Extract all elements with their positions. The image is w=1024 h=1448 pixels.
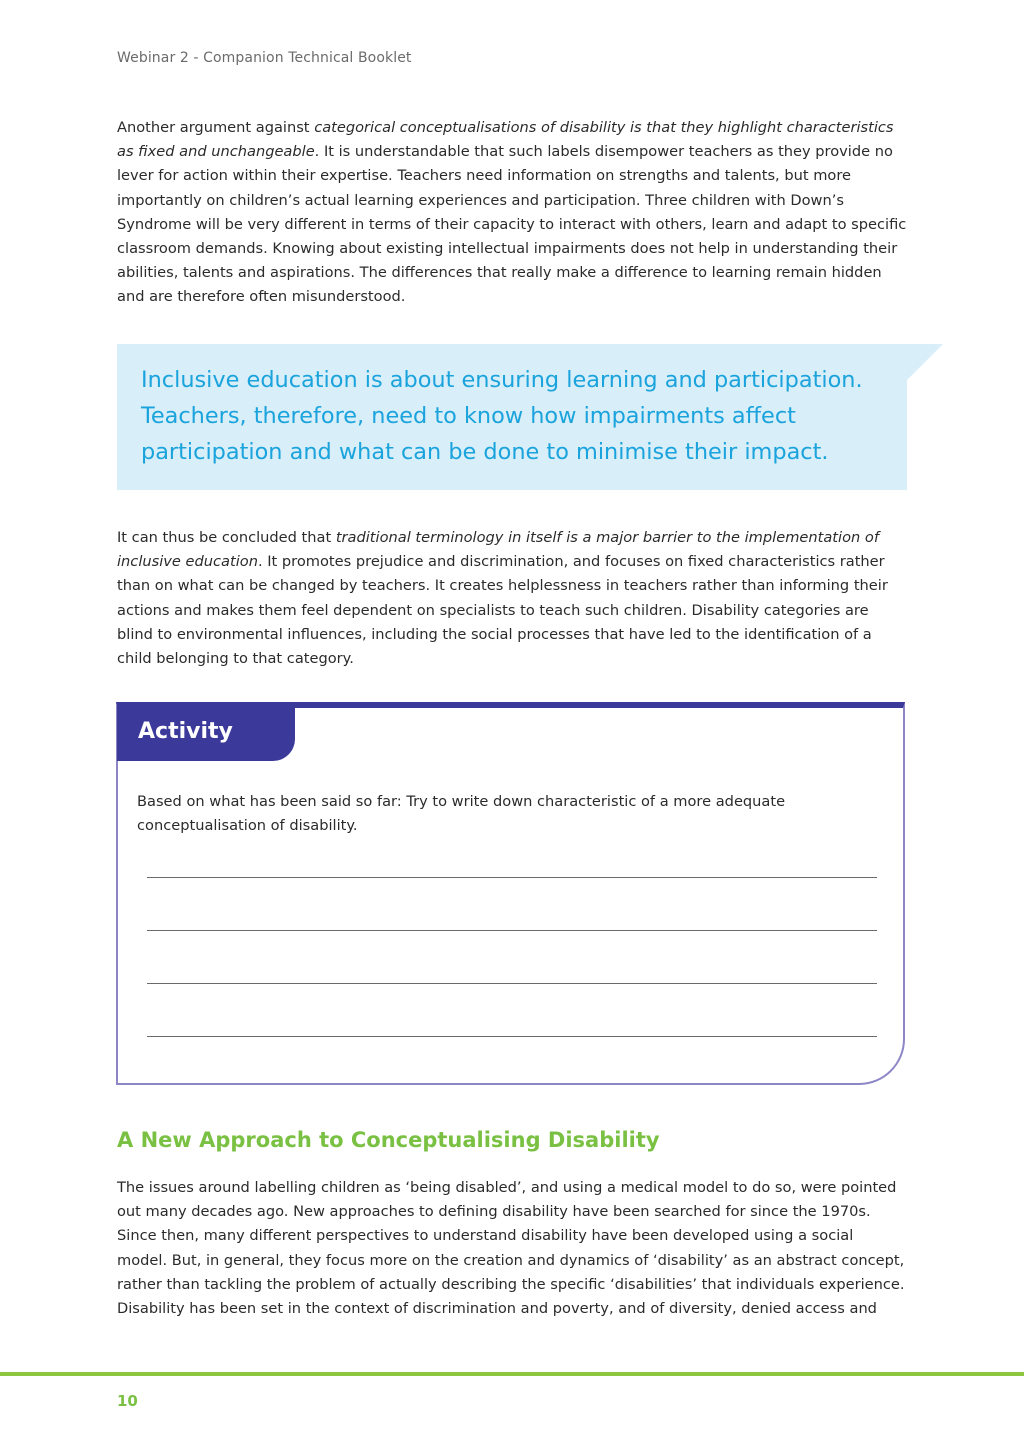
paragraph-categorical-labels [117, 116, 907, 310]
answer-line[interactable] [147, 877, 877, 878]
para1-rest: . It is understandable that such labels disempower teachers as they provide no lever for action within their expertise. Teachers need information on strengths and talents, but more importantly on children’s actual learning experiences and participation. Three children with Down’s Syndrome will be very different in terms of their capacity to interact with others, learn and adapt to specific classroom demands. Knowing about existing intellectual impairments does not help in understanding their abilities, talents and aspirations. The differences that really make a difference to learning remain hidden and are therefore often misunderstood. [117, 143, 907, 306]
answer-line[interactable] [147, 1036, 877, 1037]
footer-rule [0, 1372, 1024, 1376]
para1-lead: Another argument against [117, 119, 315, 136]
activity-prompt: Based on what has been said so far: Try to write down characteristic of a more adequate conceptualisation of disability. [137, 793, 786, 834]
activity-title: Activity [138, 719, 233, 744]
para2-emphasis: traditional terminology in itself is a major barrier to the implementation of inclusive education [117, 529, 879, 571]
callout-fold-corner [907, 344, 943, 380]
callout-quote: Inclusive education is about ensuring learning and participation. Teachers, therefore, need to know how impairments affect participation and what can be done to minimise their impact. [141, 367, 863, 465]
answer-line[interactable] [147, 930, 877, 931]
para1-emphasis: categorical conceptualisations of disability is that they highlight characteristics as fixed and unchangeable [117, 119, 894, 161]
running-header: Webinar 2 - Companion Technical Booklet [117, 50, 412, 66]
answer-line[interactable] [147, 983, 877, 984]
paragraph-terminology-barrier [117, 526, 907, 671]
para2-lead: It can thus be concluded that [117, 529, 336, 546]
para2-rest: . It promotes prejudice and discrimination, and focuses on fixed characteristics rather than on what can be changed by teachers. It creates helplessness in teachers rather than informing their actions and makes them feel dependent on specialists to teach such children. Disability categories are blind to environmental influences, including the social processes that have led to the identification of a child belonging to that category. [117, 553, 888, 668]
page-number: 10 [117, 1392, 138, 1410]
section-heading: A New Approach to Conceptualising Disability [117, 1128, 660, 1152]
paragraph-new-approach: The issues around labelling children as ‘being disabled’, and using a medical model to do so, were pointed out many decades ago. New approaches to defining disability have been searched for since the 1970s. Since then, many different perspectives to understand disability have been developed using a social model. But, in general, they focus more on the creation and dynamics of ‘disability’ as an abstract concept, rather than tackling the problem of actually describing the specific ‘disabilities’ that individuals experience. Disability has been set in the context of discrimination and poverty, and of diversity, denied access and [117, 1179, 905, 1318]
